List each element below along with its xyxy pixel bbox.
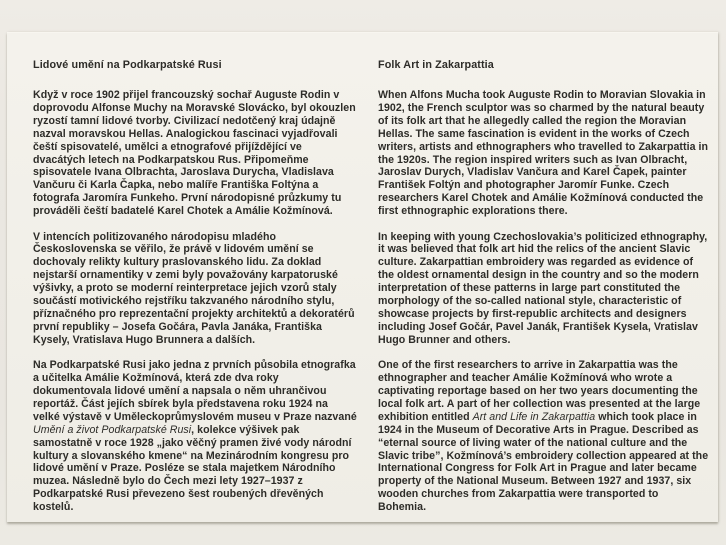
text-segment: In keeping with young Czechoslovakia’s politicized ethnography, it was believed that folk art hid the relics of the ancient Slavic culture. Zakarpattian embroidery was regarded as evidence of the oldest ornamental design in the country and so the modern interpretation of these patterns in large part constituted the morphology of the so-called national style, characteristic of showcase projects by first-republic architects and designers including Josef Gočár, Pavel Janák, František Kysela, Vratislav Hugo Brunner and others.: [378, 230, 708, 346]
paragraph: [378, 359, 709, 514]
text-segment: Umění a život Podkarpatské Rusi: [33, 423, 192, 436]
text-segment: Na Podkarpatské Rusi jako jedna z prvních působila etnografka a učitelka Amálie Kožmínová, která zde dva roky dokumentovala lidové umění a napsala o něm uhrančivou reportáž. Část jejích sbírek byla představena roku 1924 na velké výstavě v Uměleckoprůmyslovém museu v Praze nazvané: [33, 359, 357, 423]
text-segment: Art and Life in Zakarpattia: [472, 410, 596, 423]
column-english: [378, 59, 709, 522]
paragraph: [378, 89, 709, 218]
czech-title: Lidové umění na Podkarpatské Rusi: [33, 59, 222, 71]
english-title: Folk Art in Zakarpattia: [378, 59, 494, 71]
text-segment: which took place in 1924 in the Museum of Decorative Arts in Prague. Described as “eternal source of living water of the national culture and the Slavic tribe”, Kožmínová’s embroidery collection appeared at the International Congress for Folk Art in Prague and later became property of the National Museum. Between 1927 and 1937, six wooden churches from Zakarpattia were transported to Bohemia.: [378, 410, 709, 514]
museum-label-card: [7, 32, 718, 522]
text-segment: , kolekce výšivek pak samostatně v roce 1928 „jako věčný pramen živé vody národní kultury a slovanského kmene“ na Mezinárodním kongresu pro lidové umění v Praze. Posléze se stala majetkem Národního muzea. Následně bylo do Čech mezi lety 1927–1937 z Podkarpatské Rusi převezeno šest roubených dřevěných kostelů.: [33, 423, 352, 514]
text-segment: When Alfons Mucha took Auguste Rodin to Moravian Slovakia in 1902, the French sculptor was so charmed by the natural beauty of its folk art that he allegedly called the region the Moravian Hellas. The same fascination is evident in the works of Czech writers, artists and ethnographers who travelled to Zakarpattia in the 1920s. The region inspired writers such as Ivan Olbracht, Jaroslav Durych, Vladislav Vančura and Karel Čapek, painter František Foltýn and photographer Jaromír Funke. Czech researchers Karel Chotek and Amálie Kožmínová conducted the first ethnographic explorations there.: [378, 89, 709, 218]
label-content: [33, 59, 709, 522]
text-segment: Když v roce 1902 přijel francouzský sochař Auguste Rodin v doprovodu Alfonse Muchy na Moravské Slovácko, byl okouzlen ryzostí tamní lidové tvorby. Civilizací nedotčený kraj údajně nazval moravskou Hellas. Analogickou fascinaci vyjadřovali čeští spisovatelé, umělci a etnografové přijíždějící ve dvacátých letech na Podkarpatskou Rus. Připomeňme spisovatele Ivana Olbrachta, Jaroslava Durycha, Vladislava Vančuru či Karla Čapka, nebo malíře Františka Foltýna a fotografa Jaromíra Funkeho. První národopisné průzkumy tu prováděli čeští badatelé Karel Chotek a Amálie Kožmínová.: [33, 89, 356, 218]
text-segment: V intencích politizovaného národopisu mladého Československa se věřilo, že právě v lidovém umění se dochovaly relikty kultury praslovanského lidu. Za doklad nejstarší ornamentiky v zemi byly považovány karpatoruské výšivky, a proto se moderní reinterpretace jejich vzorů staly součástí motivického rejstříku takzvaného národního stylu, příznačného pro reprezentační projekty architektů a dekoratérů první republiky – Josefa Gočára, Pavla Janáka, Františka Kysely, Vratislava Hugo Brunnera a dalších.: [33, 230, 355, 346]
text-segment: One of the first researchers to arrive in Zakarpattia was the ethnographer and teacher Amálie Kožmínová who wrote a captivating reportage based on her two years documenting the local folk art. A part of her collection was presented at the large exhibition entitled: [378, 359, 701, 423]
czech-paragraphs: [33, 89, 357, 514]
paragraph: [33, 89, 357, 218]
english-paragraphs: [378, 89, 709, 514]
paragraph: [378, 231, 709, 347]
paragraph: [33, 231, 357, 347]
paragraph: [33, 359, 357, 514]
column-czech: [33, 59, 357, 522]
